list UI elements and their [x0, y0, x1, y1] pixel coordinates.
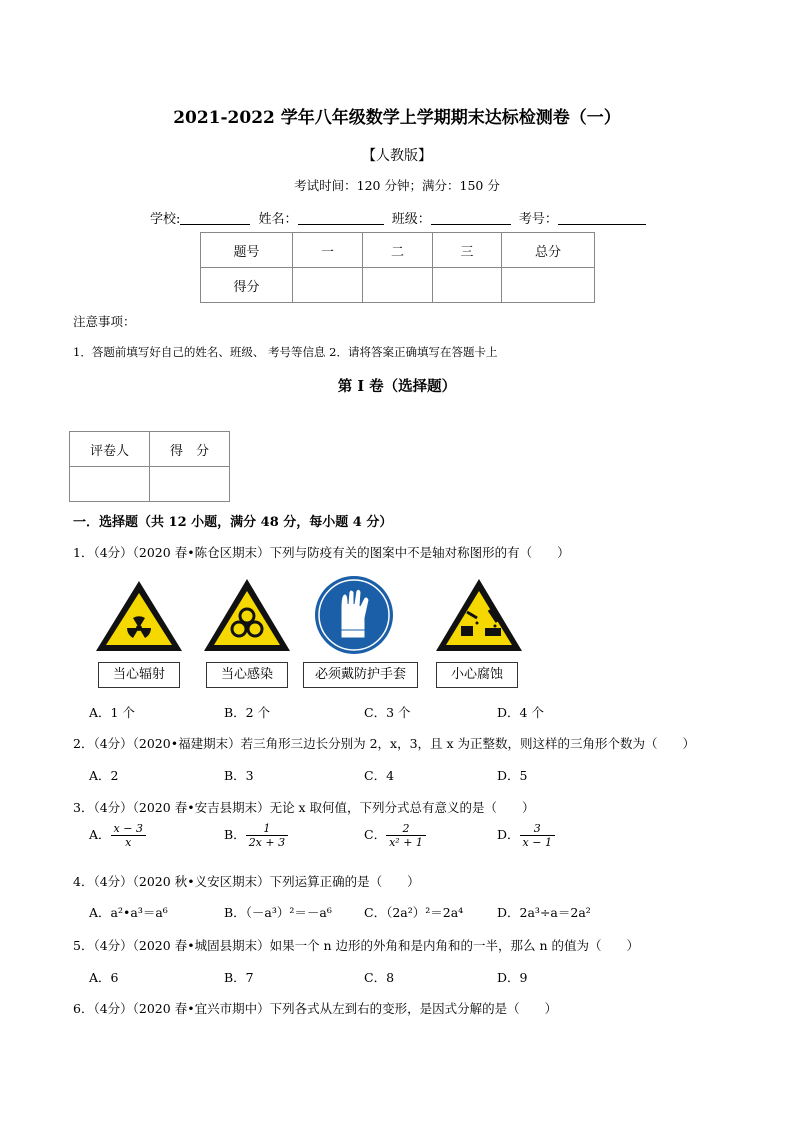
- class-blank[interactable]: [431, 210, 511, 225]
- option-b[interactable]: [224, 822, 288, 849]
- option-c[interactable]: C．4: [364, 768, 395, 783]
- table-row: [70, 467, 230, 502]
- option-d[interactable]: D．4 个: [497, 705, 544, 720]
- symbol-label: 小心腐蚀: [436, 662, 518, 688]
- question-1-text: 1．（4分）（2020 春•陈仓区期末）下列与防疫有关的图案中不是轴对称图形的有（ ）: [73, 545, 570, 560]
- option-c[interactable]: C．（2a²）²＝2a⁴: [364, 905, 464, 920]
- fraction-denominator: x − 1: [522, 836, 552, 849]
- option-label: B．: [224, 827, 246, 842]
- name-blank[interactable]: [298, 210, 384, 225]
- fraction-numerator: 3: [520, 822, 555, 836]
- gloves-mandatory-icon: [313, 574, 395, 656]
- notes-title: 注意事项：: [73, 314, 136, 329]
- fraction-numerator: 2: [386, 822, 426, 836]
- score-cell[interactable]: [293, 268, 363, 303]
- score-table: [200, 232, 595, 303]
- fraction-denominator: x: [125, 836, 132, 849]
- option-label: D．: [497, 827, 520, 842]
- exam-number-label: 考号：: [518, 212, 558, 227]
- question-2-text: 2．（4分）（2020•福建期末）若三角形三边长分别为 2，x，3，且 x 为正整数，则这样的三角形个数为（ ）: [73, 736, 696, 751]
- grader-table: [69, 431, 230, 502]
- question-3-text: 3．（4分）（2020 春•安吉县期末）无论 x 取何值，下列分式总有意义的是（ ）: [73, 800, 535, 815]
- exam-info: 考试时间：120 分钟；满分：150 分: [294, 178, 500, 193]
- option-b[interactable]: B．7: [224, 970, 254, 985]
- question-4-text: 4．（4分）（2020 秋•义安区期末）下列运算正确的是（ ）: [73, 874, 420, 889]
- school-blank[interactable]: [180, 210, 250, 225]
- option-label: A．: [89, 827, 111, 842]
- score-header-cell: 总分: [502, 233, 595, 268]
- score-header-cell: 二: [363, 233, 433, 268]
- exam-title: 2021-2022 学年八年级数学上学期期末达标检测卷（一）: [173, 108, 621, 128]
- student-info-line: [150, 208, 650, 227]
- notes-body: 1．答题前填写好自己的姓名、班级、 考号等信息 2．请将答案正确填写在答题卡上: [73, 345, 498, 359]
- option-label: C．: [364, 827, 387, 842]
- fraction-denominator: 2x + 3: [248, 836, 286, 849]
- score-cell[interactable]: [363, 268, 433, 303]
- grader-cell[interactable]: [150, 467, 230, 502]
- option-d[interactable]: D．9: [497, 970, 528, 985]
- score-cell[interactable]: [433, 268, 502, 303]
- score-header-cell: 一: [293, 233, 363, 268]
- name-label: 姓名：: [258, 212, 298, 227]
- option-b[interactable]: B．3: [224, 768, 254, 783]
- table-row: [201, 233, 595, 268]
- grader-header-cell: 得 分: [150, 432, 230, 467]
- fraction: [246, 822, 288, 849]
- grader-header-cell: 评卷人: [70, 432, 150, 467]
- edition-label: 【人教版】: [362, 148, 432, 164]
- grader-cell[interactable]: [70, 467, 150, 502]
- fraction: [111, 822, 146, 849]
- table-row: [70, 432, 230, 467]
- symbol-label: 当心感染: [206, 662, 288, 688]
- question-6-text: 6．（4分）（2020 春•宜兴市期中）下列各式从左到右的变形，是因式分解的是（ ）: [73, 1001, 558, 1016]
- option-a[interactable]: [89, 822, 146, 849]
- part-title: 一．选择题（共 12 小题，满分 48 分，每小题 4 分）: [73, 515, 393, 530]
- score-header-cell: 三: [433, 233, 502, 268]
- option-c[interactable]: C．3 个: [364, 705, 411, 720]
- option-b[interactable]: B．（－a³）²＝－a⁶: [224, 905, 332, 920]
- question-5-text: 5．（4分）（2020 春•城固县期末）如果一个 n 边形的外角和是内角和的一半，那么 n 的值为（ ）: [73, 938, 640, 953]
- biohazard-warning-icon: [201, 576, 293, 654]
- table-row: [201, 268, 595, 303]
- score-cell[interactable]: [502, 268, 595, 303]
- fraction: [386, 822, 426, 849]
- fraction-denominator: x² + 1: [389, 836, 423, 849]
- class-label: 班级：: [391, 212, 431, 227]
- option-d[interactable]: [497, 822, 555, 849]
- symbol-label: 必须戴防护手套: [303, 662, 418, 688]
- score-header-cell: 题号: [201, 233, 293, 268]
- option-c[interactable]: C．8: [364, 970, 395, 985]
- option-d[interactable]: D．2a³÷a＝2a²: [497, 905, 591, 920]
- corrosion-warning-icon: [433, 576, 525, 654]
- option-a[interactable]: A．1 个: [89, 705, 135, 720]
- fraction: [520, 822, 555, 849]
- section-title: 第 I 卷（选择题）: [337, 378, 457, 395]
- school-label: 学校:: [150, 212, 181, 227]
- option-a[interactable]: A．6: [89, 970, 119, 985]
- radiation-warning-icon: [93, 578, 185, 654]
- exam-number-blank[interactable]: [558, 210, 646, 225]
- fraction-numerator: x − 3: [111, 822, 146, 836]
- option-a[interactable]: A．2: [89, 768, 119, 783]
- option-b[interactable]: B．2 个: [224, 705, 271, 720]
- score-row-label: 得分: [201, 268, 293, 303]
- option-c[interactable]: [364, 822, 426, 849]
- option-a[interactable]: A．a²•a³＝a⁶: [89, 905, 168, 920]
- fraction-numerator: 1: [246, 822, 288, 836]
- symbol-label: 当心辐射: [98, 662, 180, 688]
- option-d[interactable]: D．5: [497, 768, 528, 783]
